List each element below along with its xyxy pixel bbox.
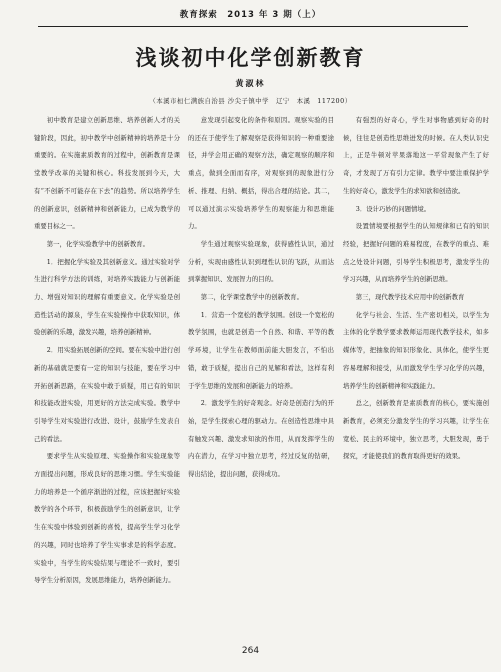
text-column-3 (343, 112, 489, 466)
page-number: 264 (241, 646, 260, 656)
article-title: 浅谈初中化学创新教育 (135, 46, 366, 70)
running-header: 教育探索 2013 年 3 期（上） (179, 10, 322, 20)
column3-paragraph: 设置情境要根据学生的认知规律和已有的知识经验，把握好问题的难易程度，在教学的重点、难点之处设计问题，引导学生积极思考，激发学生的学习兴趣，从而培养学生的创新思维。 (343, 222, 489, 284)
column2-paragraph: 2．激发学生的好奇观念。好奇是创造行为的开始，是学生探索心理的驱动力。在创造性思维中具有触发兴趣、激发求知欲的作用，从而发挥学生的内在潜力，在学习中独立思考，经过反复的钻研，得出结论，提出问题，获得成功。 (188, 399, 334, 479)
column1-paragraph: 2．用实验拓展创新的空间。要在实验中进行创新的基础就是要有一定的知识与技能，要在学习中开拓创新思路，在实验中敢于质疑，用已有的知识和技能改进实验，用更好的方法完成实验。教学中引导学生对实验进行改进、设计，鼓励学生发表自己的看法。 (34, 346, 180, 443)
column1-paragraph: 要求学生从实验原理、实验操作和实验现象等方面提出问题，形成良好的思维习惯。学生实验能力的培养是一个循序渐进的过程，应该把握好实验教学的各个环节，积极鼓励学生的创新意识，让学生在实验中体验到创新的喜悦，提高学生学习化学的兴趣，同时也培养了学生实事求是的科学态度。实验中，当学生的实验结果与理论不一致时，要引导学生分析原因，发展思维能力，培养创新能力。 (34, 452, 180, 585)
column2-paragraph: 1．营造一个宽松的教学氛围。创设一个宽松的教学氛围，也就是创造一个自然、和谐、平等的教学环境，让学生在教师面前能大胆发言，不怕出错，敢于质疑，提出自己的见解和看法，这样有利于学生思维的发展和创新能力的培养。 (188, 310, 334, 390)
column2-paragraph: 第二，化学课堂教学中的创新教育。 (200, 293, 304, 302)
column3-paragraph: 化学与社会、生活、生产密切相关，以学生为主体的化学教学要求教师运用现代教学技术，如多媒体等，把抽象的知识形象化、具体化，使学生更容易理解和接受，从而激发学生学习化学的兴趣，培养学生的创新精神和实践能力。 (343, 310, 489, 390)
column2-paragraph: 学生通过观察实验现象，获得感性认识，通过分析，实现由感性认识到理性认识的飞跃，从而达到掌握知识、发展智力的目的。 (188, 239, 334, 284)
column3-paragraph: 3．设计巧妙的问题情境。 (355, 204, 431, 213)
text-column-2 (188, 112, 334, 484)
column1-paragraph: 1．把握化学实验及其创新意义。通过实验对学生进行科学方法的训练，对培养实践能力与创新能力、增强对知识的理解有重要意义。化学实验是创造性活动的源泉，学生在实验操作中获取知识，体验创新的乐趣，激发兴趣，培养创新精神。 (34, 257, 180, 337)
column3-paragraph: 有强烈的好奇心，学生对事物感到好奇的时候，往往是创造性思维迸发的时候。在人类认识史上，正是牛顿对苹果落地这一平常现象产生了好奇，才发现了万有引力定律。教学中要注重保护学生的好奇心，激发学生的求知欲和创造欲。 (343, 116, 489, 195)
column3-paragraph: 第三，现代教学技术应用中的创新教育 (355, 293, 465, 302)
header-rule (38, 26, 468, 27)
column2-paragraph: 意发现引起变化的条件和原因。观察实验的目的还在于使学生了解观察是获得知识的一种重要途径，并学会用正确的观察方法，确定观察的顺序和重点，做到全面而有序，对观察到的现象进行分析、推理、归纳、概括，得出合理的结论。其二，可以通过演示实验培养学生的观察能力和思维能力。 (188, 116, 334, 231)
article-author: 黄淑林 (235, 78, 266, 88)
column3-paragraph: 总之，创新教育是素质教育的核心，要实施创新教育，必须充分激发学生的学习兴趣，让学生在宽松、民主的环境中，独立思考，大胆发现，勇于探究，才能使我们的教育取得更好的效果。 (343, 399, 489, 461)
author-affiliation: （本溪市桓仁满族自治县 沙尖子镇中学 辽宁 本溪 117200） (149, 97, 352, 105)
column1-paragraph: 第一，化学实验教学中的创新教育。 (46, 239, 150, 248)
column1-paragraph: 初中教育是建立创新思维、培养创新人才的关键阶段，因此，初中教学中创新精神的培养是十分重要的。在实施素质教育的过程中，创新教育是课堂教学改革的关键和核心。科技发展到今天，大有“不创新不可能存在下去”的趋势。所以培养学生的创新意识，创新精神和创新能力，已成为教学的重要目标之一。 (34, 116, 180, 231)
text-column-1 (34, 112, 180, 590)
